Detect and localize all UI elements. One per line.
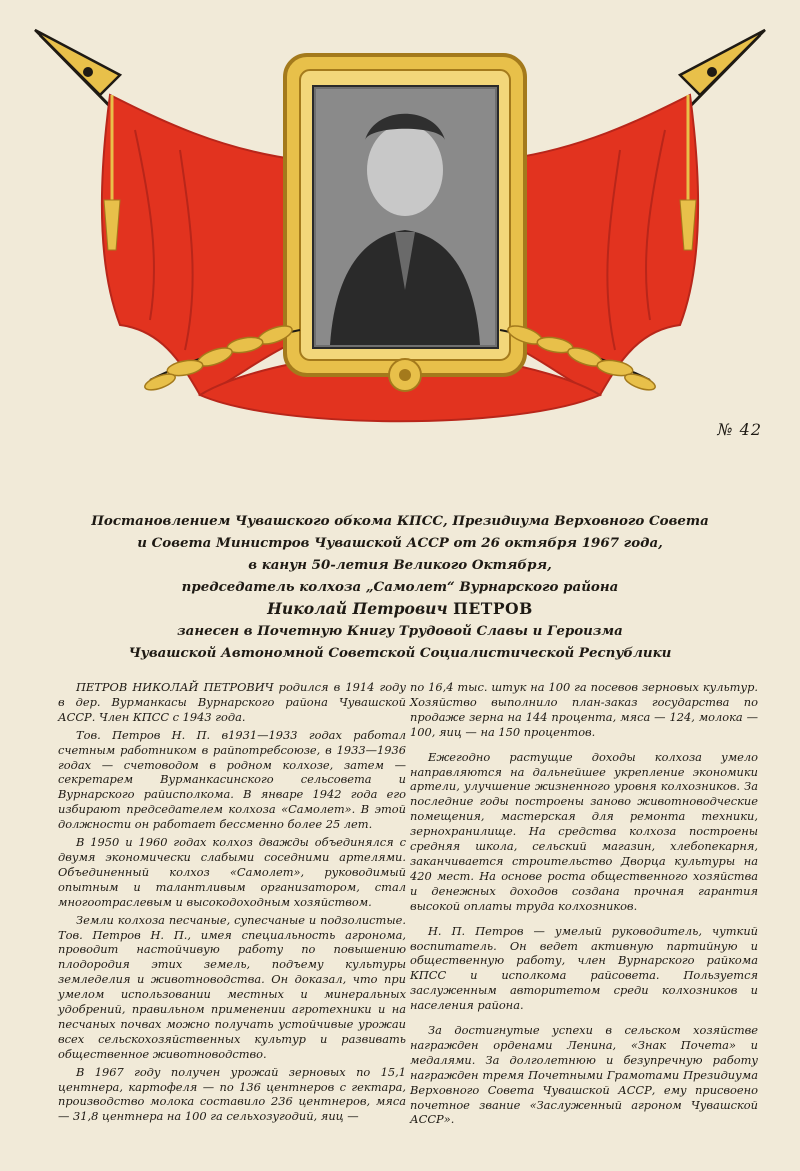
- flag-spearhead-hammer-sickle-icon: [680, 30, 765, 95]
- flower-ornament: [389, 359, 421, 391]
- header-line: занесен в Почетную Книгу Трудовой Славы и Героизма: [177, 623, 623, 639]
- bio-paragraph: В 1967 году получен урожай зерновых по 15,1 центнера, картофеля — по 136 центнеров с гектара, производство молока составило 236 центнеров, мяса — 31,8 центнера на 100 га сельхозугодий, яиц —: [58, 1064, 406, 1124]
- portrait: [313, 86, 498, 348]
- header-line: председатель колхоза „Самолет“ Вурнарского района: [181, 579, 619, 595]
- honoree-name: [0, 598, 800, 620]
- bio-paragraph: Н. П. Петров — умелый руководитель, чуткий воспитатель. Он ведет активную партийную и общественную работу, член Вурнарского райкома КПСС и исполкома райсовета. Пользуется заслуженным авторитетом среди колхозников и населения района.: [410, 923, 758, 1013]
- biography-right-column: [410, 680, 758, 1130]
- honoree-given-name: Николай Петрович: [267, 599, 448, 618]
- header-line: Чувашской Автономной Советской Социалистической Республики: [128, 645, 672, 661]
- bio-paragraph: Ежегодно растущие доходы колхоза умело направляются на дальнейшее укрепление экономики артели, улучшение жизненного уровня колхозников. За последние годы построены заново животноводческие помещения, мастерская для ремонта техники, зернохранилище. На средства колхоза построены средняя школа, сельский магазин, хлебопекарня, заканчивается строительство Дворца культуры на 420 мест. На основе роста общественного хозяйства и денежных доходов создана прочная гарантия высокой оплаты труда колхозников.: [410, 749, 758, 913]
- bio-paragraph: В 1950 и 1960 годах колхоз дважды объединялся с двумя экономически слабыми соседними артелями. Объединенный колхоз «Самолет», руководимый опытным и талантливым организатором, стал многоотраслевым и высокодоходным хозяйством.: [58, 835, 406, 909]
- biography-left-column: [58, 680, 406, 1127]
- emblem: [0, 0, 800, 460]
- header-line: и Совета Министров Чувашской АССР от 26 октября 1967 года,: [137, 535, 663, 551]
- flag-spearhead-star-icon: [35, 30, 120, 95]
- certificate-number: № 42: [717, 420, 762, 439]
- resolution-header: [0, 510, 800, 664]
- bio-paragraph: ПЕТРОВ НИКОЛАЙ ПЕТРОВИЧ родился в 1914 году в дер. Вурманкасы Вурнарского района Чувашской АССР. Член КПСС с 1943 года.: [58, 680, 406, 724]
- bio-paragraph: по 16,4 тыс. штук на 100 га посевов зерновых культур. Хозяйство выполнило план-заказ государства по продаже зерна на 144 процента, мяса — 124, молока — 100, яиц — на 150 процентов.: [410, 680, 758, 739]
- honoree-surname: ПЕТРОВ: [453, 599, 533, 618]
- bio-paragraph: За достигнутые успехи в сельском хозяйстве награжден орденами Ленина, «Знак Почета» и медалями. За долголетнюю и безупречную работу награжден тремя Почетными Грамотами Президиума Верховного Совета Чувашской АССР, ему присвоено почетное звание «Заслуженный агроном Чувашской АССР».: [410, 1023, 758, 1127]
- bio-paragraph: Земли колхоза песчаные, супесчаные и подзолистые. Тов. Петров Н. П., имея специальность агронома, проводит настойчивую работу по повышению плодородия этих земель, подъему культуры земледелия и животноводства. Он доказал, что при умелом использовании местных и минеральных удобрений, правильном применении агротехники и на песчаных почвах можно получать устойчивые урожаи всех сельскохозяйственных культур и развивать общественное животноводство.: [58, 912, 406, 1061]
- header-line: в канун 50-летия Великого Октября,: [248, 557, 552, 573]
- bio-paragraph: Тов. Петров Н. П. в1931—1933 годах работал счетным работником в райпотребсоюзе, в 1933—1936 годах — счетоводом в родном колхозе, затем — секретарем Вурманкасинского сельсовета и Вурнарского райисполкома. В январе 1942 года его избирают председателем колхоза «Самолет». В этой должности он работает бессменно более 25 лет.: [58, 727, 406, 832]
- header-line: Постановлением Чувашского обкома КПСС, Президиума Верховного Совета: [91, 513, 709, 529]
